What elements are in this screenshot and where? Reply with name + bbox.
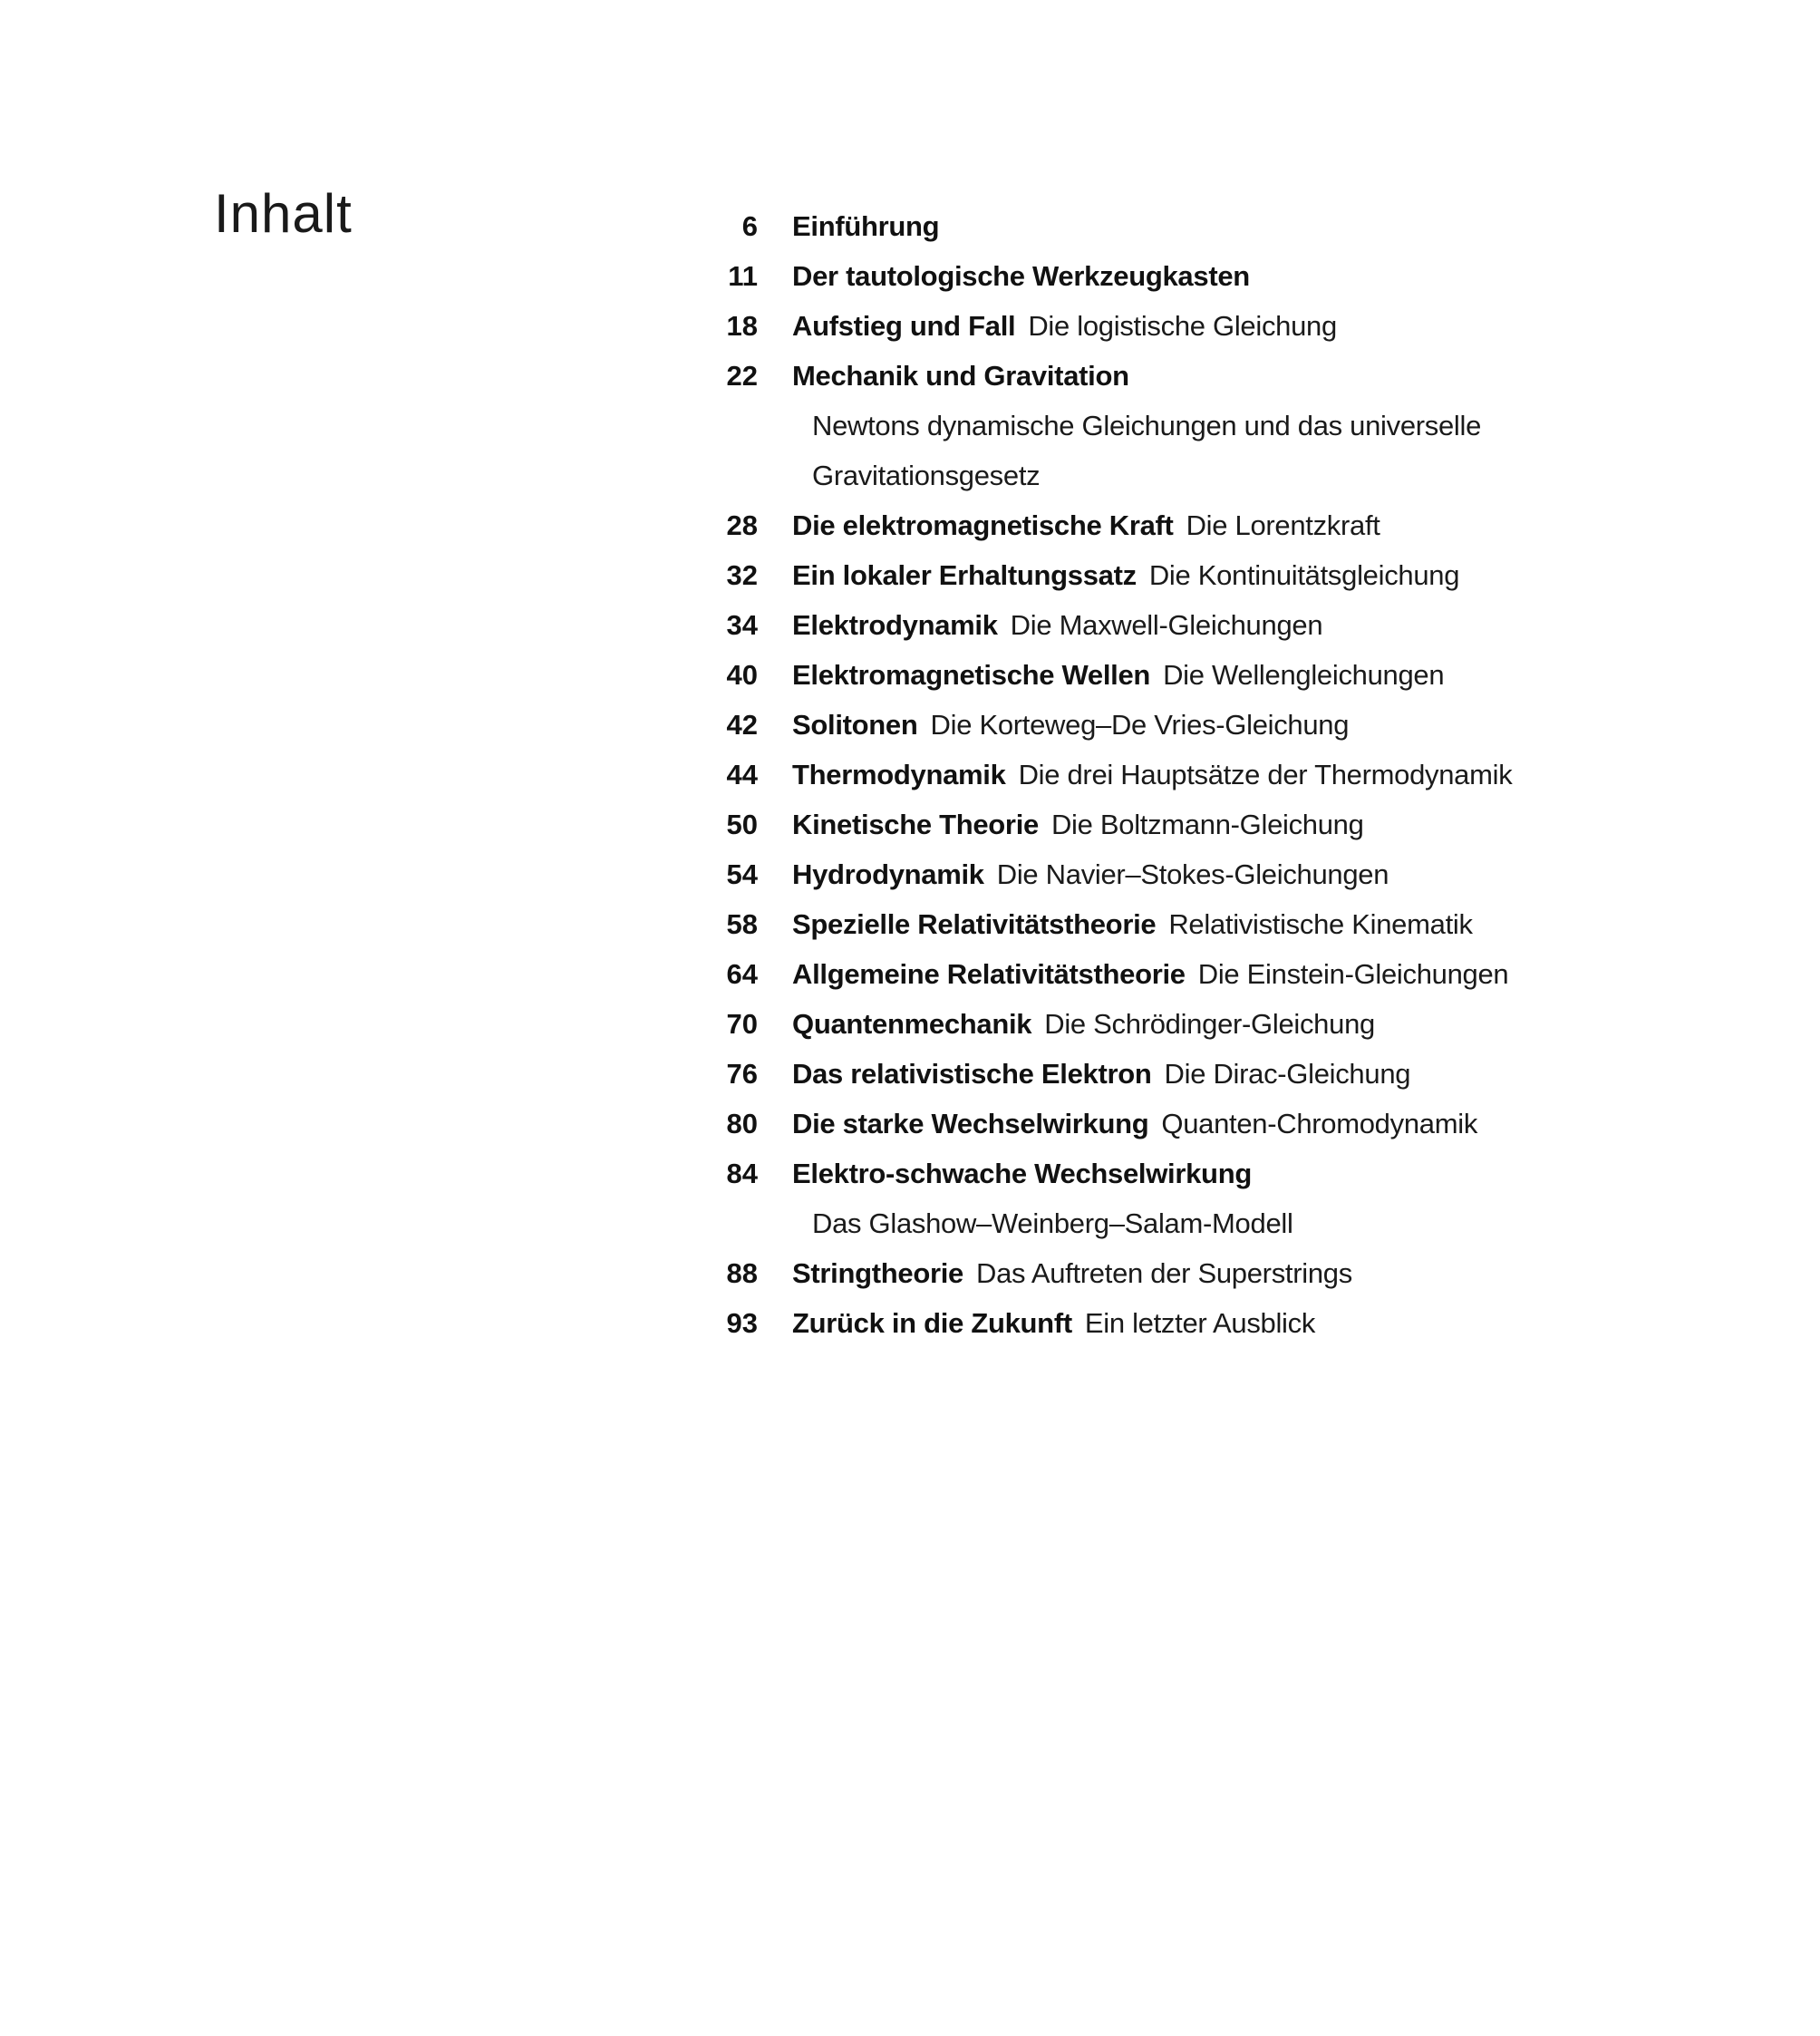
toc-entry[interactable] <box>698 800 1767 849</box>
toc-entry-title: Mechanik und Gravitation <box>792 360 1129 392</box>
toc-entry-title: Kinetische Theorie <box>792 809 1039 840</box>
toc-entry-subtitle: Das Glashow–Weinberg–Salam-Modell <box>812 1207 1293 1239</box>
toc-entry-subtitle: Newtons dynamische Gleichungen und das universelle <box>812 410 1482 441</box>
toc-entry-subtitle: Die Dirac-Gleichung <box>1164 1058 1411 1090</box>
toc-entry-page-number: 88 <box>726 1257 758 1289</box>
toc-entry-title: Hydrodynamik <box>792 858 984 890</box>
toc-entry-page-number: 22 <box>726 360 758 392</box>
toc-subtitle-continuation <box>698 1198 1767 1248</box>
toc-entry-page-number: 84 <box>726 1158 758 1189</box>
toc-entry-page-number: 76 <box>726 1058 758 1090</box>
toc-entry-title: Elektromagnetische Wellen <box>792 659 1151 691</box>
toc-entry-title: Zurück in die Zukunft <box>792 1307 1072 1339</box>
toc-entry-subtitle: Die drei Hauptsätze der Thermodynamik <box>1018 759 1513 790</box>
toc-entry-title: Solitonen <box>792 709 918 741</box>
toc-entry-page-number: 80 <box>726 1108 758 1139</box>
toc-entry-page-number: 64 <box>726 958 758 990</box>
toc-entry-subtitle: Die Einstein-Gleichungen <box>1197 958 1509 990</box>
toc-subtitle-continuation <box>698 451 1767 500</box>
toc-entry[interactable] <box>698 600 1767 650</box>
toc-entry[interactable] <box>698 550 1767 600</box>
toc-entry-subtitle: Die Navier–Stokes-Gleichungen <box>996 858 1389 890</box>
toc-entry-page-number: 34 <box>726 609 758 641</box>
toc-entry-page-number: 28 <box>726 509 758 541</box>
toc-entry-page-number: 42 <box>726 709 758 741</box>
toc-entry-title: Allgemeine Relativitätstheorie <box>792 958 1186 990</box>
toc-entry-title: Quantenmechanik <box>792 1008 1032 1040</box>
toc-entry-title: Die elektromagnetische Kraft <box>792 509 1174 541</box>
toc-entry[interactable] <box>698 700 1767 750</box>
toc-entry-page-number: 50 <box>726 809 758 840</box>
toc-entry-subtitle: Die Korteweg–De Vries-Gleichung <box>930 709 1350 741</box>
toc-entry-title: Das relativistische Elektron <box>792 1058 1152 1090</box>
toc-entry-subtitle: Die Schrödinger-Gleichung <box>1044 1008 1375 1040</box>
toc-entry-title: Stringtheorie <box>792 1257 964 1289</box>
toc-entry-title: Elektrodynamik <box>792 609 998 641</box>
toc-entry-title: Der tautologische Werkzeugkasten <box>792 260 1250 292</box>
toc-entry-title: Ein lokaler Erhaltungssatz <box>792 559 1137 591</box>
toc-entry[interactable] <box>698 301 1767 351</box>
toc-entry-title: Die starke Wechselwirkung <box>792 1108 1149 1139</box>
toc-entry[interactable] <box>698 500 1767 550</box>
toc-entry-page-number: 11 <box>728 260 758 292</box>
toc-entry-subtitle: Die logistische Gleichung <box>1028 310 1337 342</box>
toc-entry-page-number: 54 <box>726 858 758 890</box>
toc-entry[interactable] <box>698 999 1767 1049</box>
toc-entry-subtitle: Ein letzter Ausblick <box>1084 1307 1316 1339</box>
toc-entry-subtitle: Die Lorentzkraft <box>1186 509 1380 541</box>
toc-entry[interactable] <box>698 1149 1767 1198</box>
toc-entry-subtitle: Das Auftreten der Superstrings <box>976 1257 1352 1289</box>
toc-subtitle-continuation <box>698 401 1767 451</box>
toc-entry-page-number: 70 <box>726 1008 758 1040</box>
toc-entry-title: Spezielle Relativitätstheorie <box>792 908 1157 940</box>
toc-entry-subtitle: Gravitationsgesetz <box>812 460 1041 491</box>
toc-entry[interactable] <box>698 849 1767 899</box>
toc-entry-subtitle: Die Maxwell-Gleichungen <box>1010 609 1323 641</box>
toc-entry-page-number: 44 <box>726 759 758 790</box>
toc-entry-subtitle: Relativistische Kinematik <box>1168 908 1473 940</box>
toc-entry-subtitle: Quanten-Chromodynamik <box>1161 1108 1478 1139</box>
toc-entry-subtitle: Die Boltzmann-Gleichung <box>1050 809 1364 840</box>
toc-entry-title: Thermodynamik <box>792 759 1006 790</box>
table-of-contents <box>698 201 1767 1348</box>
toc-entry-page-number: 32 <box>726 559 758 591</box>
toc-entry-subtitle: Die Wellengleichungen <box>1163 659 1445 691</box>
toc-entry-page-number: 18 <box>726 310 758 342</box>
toc-entry-page-number: 93 <box>726 1307 758 1339</box>
toc-entry[interactable] <box>698 750 1767 800</box>
toc-entry-title: Einführung <box>792 210 940 242</box>
toc-entry[interactable] <box>698 949 1767 999</box>
toc-entry[interactable] <box>698 1099 1767 1149</box>
toc-entry[interactable] <box>698 1049 1767 1099</box>
toc-entry-page-number: 40 <box>726 659 758 691</box>
toc-entry-page-number: 6 <box>741 210 758 242</box>
toc-entry-page-number: 58 <box>726 908 758 940</box>
toc-entry[interactable] <box>698 1298 1767 1348</box>
toc-entry-title: Elektro-schwache Wechselwirkung <box>792 1158 1252 1189</box>
toc-entry[interactable] <box>698 251 1767 301</box>
toc-entry[interactable] <box>698 899 1767 949</box>
toc-entry[interactable] <box>698 650 1767 700</box>
toc-entry[interactable] <box>698 1248 1767 1298</box>
toc-entry-title: Aufstieg und Fall <box>792 310 1016 342</box>
page-title: Inhalt <box>214 183 353 244</box>
toc-entry-subtitle: Die Kontinuitätsgleichung <box>1148 559 1460 591</box>
toc-entry[interactable] <box>698 201 1767 251</box>
toc-entry[interactable] <box>698 351 1767 401</box>
